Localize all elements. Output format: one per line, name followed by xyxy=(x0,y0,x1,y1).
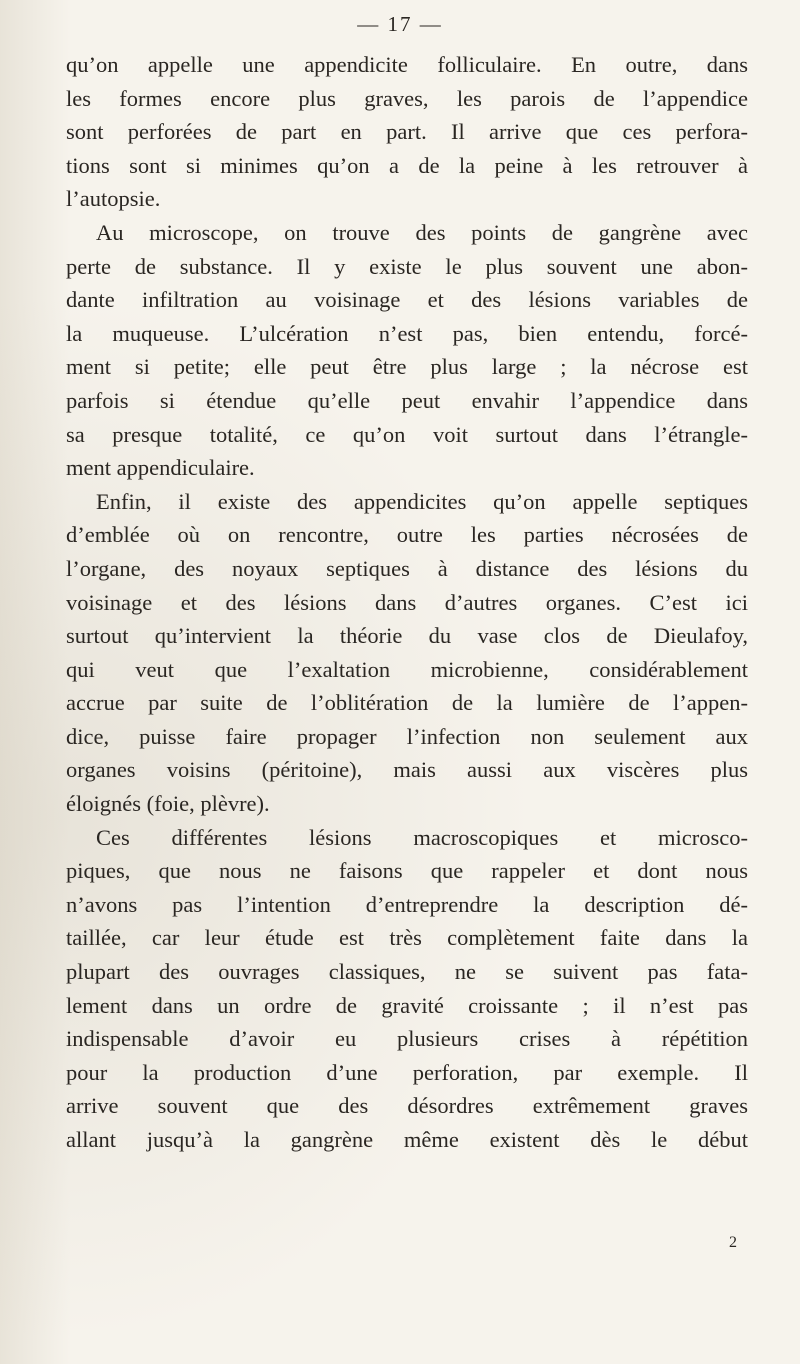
text-line: ment si petite; elle peut être plus large ; la nécrose est xyxy=(66,354,748,380)
text-line: dice, puisse faire propager l’infection non seulement aux xyxy=(66,723,748,749)
text-line: accrue par suite de l’oblitération de la lumière de l’appen- xyxy=(66,690,748,716)
signature-mark: 2 xyxy=(729,1234,737,1251)
text-line: l’autopsie. xyxy=(66,186,161,212)
text-line: Ces différentes lésions macroscopiques et microsco- xyxy=(96,824,748,850)
text-line: d’emblée où on rencontre, outre les parties nécrosées de xyxy=(66,522,748,548)
text-line: piques, que nous ne faisons que rappeler et dont nous xyxy=(66,858,748,884)
text-line: tions sont si minimes qu’on a de la peine à les retrouver à xyxy=(66,152,748,178)
text-line: parfois si étendue qu’elle peut envahir l’appendice dans xyxy=(66,387,748,413)
text-line: n’avons pas l’intention d’entreprendre la description dé- xyxy=(66,891,748,917)
text-line: voisinage et des lésions dans d’autres organes. C’est ici xyxy=(66,589,748,615)
text-line: taillée, car leur étude est très complètement faite dans la xyxy=(66,925,748,951)
text-line: l’organe, des noyaux septiques à distance des lésions du xyxy=(66,555,748,581)
text-line: sa presque totalité, ce qu’on voit surtout dans l’étrangle- xyxy=(66,421,748,447)
text-line: ment appendiculaire. xyxy=(66,455,255,481)
text-line: pour la production d’une perforation, par exemple. Il xyxy=(66,1059,748,1085)
text-line: éloignés (foie, plèvre). xyxy=(66,791,270,817)
text-line: sont perforées de part en part. Il arrive que ces perfora- xyxy=(66,119,748,145)
page-number: — 17 — xyxy=(357,12,443,36)
text-line: la muqueuse. L’ulcération n’est pas, bien entendu, forcé- xyxy=(66,320,748,346)
text-line: Enfin, il existe des appendicites qu’on appelle septiques xyxy=(96,488,748,514)
text-line: Au microscope, on trouve des points de gangrène avec xyxy=(96,219,748,245)
text-line: allant jusqu’à la gangrène même existent dès le début xyxy=(66,1127,748,1152)
text-line: qui veut que l’exaltation microbienne, considérablement xyxy=(66,656,748,682)
text-line: arrive souvent que des désordres extrêmement graves xyxy=(66,1093,748,1119)
body-text xyxy=(66,48,748,1157)
text-line: surtout qu’intervient la théorie du vase clos de Dieulafoy, xyxy=(66,623,748,649)
text-line: qu’on appelle une appendicite folliculaire. En outre, dans xyxy=(66,52,748,77)
text-line: indispensable d’avoir eu plusieurs crises à répétition xyxy=(66,1026,748,1052)
text-line: plupart des ouvrages classiques, ne se suivent pas fata- xyxy=(66,959,748,985)
text-line: lement dans un ordre de gravité croissante ; il n’est pas xyxy=(66,992,748,1018)
text-line: organes voisins (péritoine), mais aussi aux viscères plus xyxy=(66,757,748,783)
text-line: les formes encore plus graves, les parois de l’appendice xyxy=(66,85,748,111)
text-line: perte de substance. Il y existe le plus souvent une abon- xyxy=(66,253,748,279)
text-line: dante infiltration au voisinage et des lésions variables de xyxy=(66,287,748,313)
